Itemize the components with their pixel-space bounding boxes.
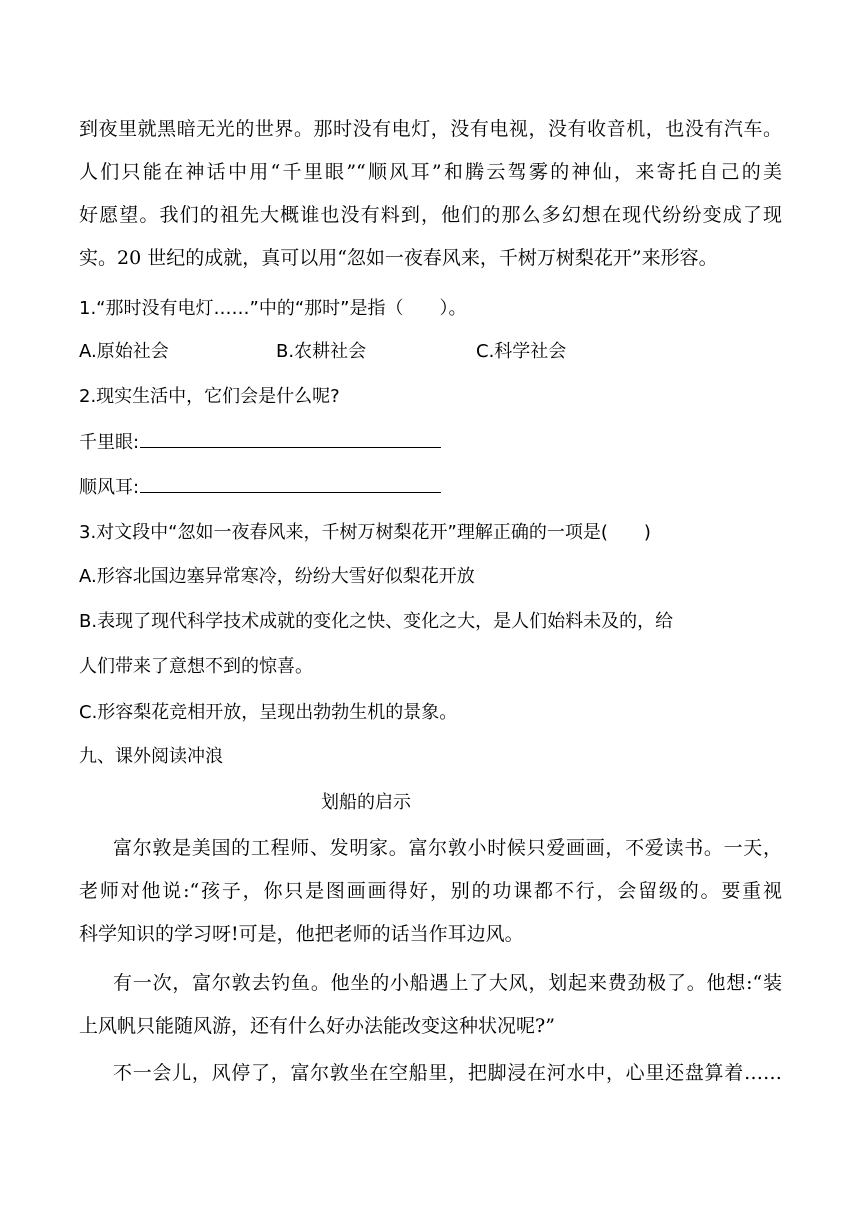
question2-answer-row-1 xyxy=(79,428,782,458)
question1-option-b: B.农耕社会 xyxy=(276,341,367,362)
answer-label-qianliyan: 千里眼: xyxy=(79,432,140,453)
section-heading: 九、课外阅读冲浪 xyxy=(79,746,223,767)
passage2-p3-line1: 不一会儿，风停了，富尔敦坐在空船里，把脚浸在河水中，心里还盘算着…… xyxy=(113,1062,782,1084)
question3-option-b-line2: 人们带来了意想不到的惊喜。 xyxy=(79,656,313,677)
passage2-p1-line1: 富尔敦是美国的工程师、发明家。富尔敦小时候只爱画画，不爱读书。一天， xyxy=(113,837,782,859)
question3-option-a: A.形容北国边塞异常寒冷，纷纷大雪好似梨花开放 xyxy=(79,566,475,587)
passage2-p1-line3: 科学知识的学习呀!可是，他把老师的话当作耳边风。 xyxy=(79,923,524,945)
passage2-p1-line2: 老师对他说:“孩子，你只是图画画得好，别的功课都不行，会留级的。要重视 xyxy=(79,880,782,902)
answer-blank-shunfenger[interactable] xyxy=(140,474,441,493)
passage1-line2: 人们只能在神话中用“千里眼”“顺风耳”和腾云驾雾的神仙，来寄托自己的美 xyxy=(79,161,782,183)
question3-option-b-line1: B.表现了现代科学技术成就的变化之快、变化之大，是人们始料未及的，给 xyxy=(79,611,674,632)
question3-option-c: C.形容梨花竞相开放，呈现出勃勃生机的景象。 xyxy=(79,702,458,723)
question3-stem: 3.对文段中“忽如一夜春风来，千树万树梨花开”理解正确的一项是( ) xyxy=(79,522,651,543)
question1-option-a: A.原始社会 xyxy=(79,341,169,362)
passage1-line1: 到夜里就黑暗无光的世界。那时没有电灯，没有电视，没有收音机，也没有汽车。 xyxy=(79,118,782,140)
question1-option-c: C.科学社会 xyxy=(476,341,567,362)
answer-label-shunfenger: 顺风耳: xyxy=(79,477,140,498)
passage1-line4: 实。20 世纪的成就，真可以用“忽如一夜春风来，千树万树梨花开”来形容。 xyxy=(79,247,718,269)
article-title: 划船的启示 xyxy=(321,792,411,813)
question2-answer-row-2 xyxy=(79,473,782,503)
answer-blank-qianliyan[interactable] xyxy=(140,429,441,448)
question1-stem: 1.“那时没有电灯……”中的“那时”是指（ ）。 xyxy=(79,298,467,319)
passage2-p2-line1: 有一次，富尔敦去钓鱼。他坐的小船遇上了大风，划起来费劲极了。他想:“装 xyxy=(113,972,782,994)
passage2-p2-line2: 上风帆只能随风游，还有什么好办法能改变这种状况呢?” xyxy=(79,1015,555,1037)
question2-stem: 2.现实生活中，它们会是什么呢? xyxy=(79,386,340,407)
passage1-line3: 好愿望。我们的祖先大概谁也没有料到，他们的那么多幻想在现代纷纷变成了现 xyxy=(79,204,782,226)
question1-options xyxy=(79,337,782,367)
